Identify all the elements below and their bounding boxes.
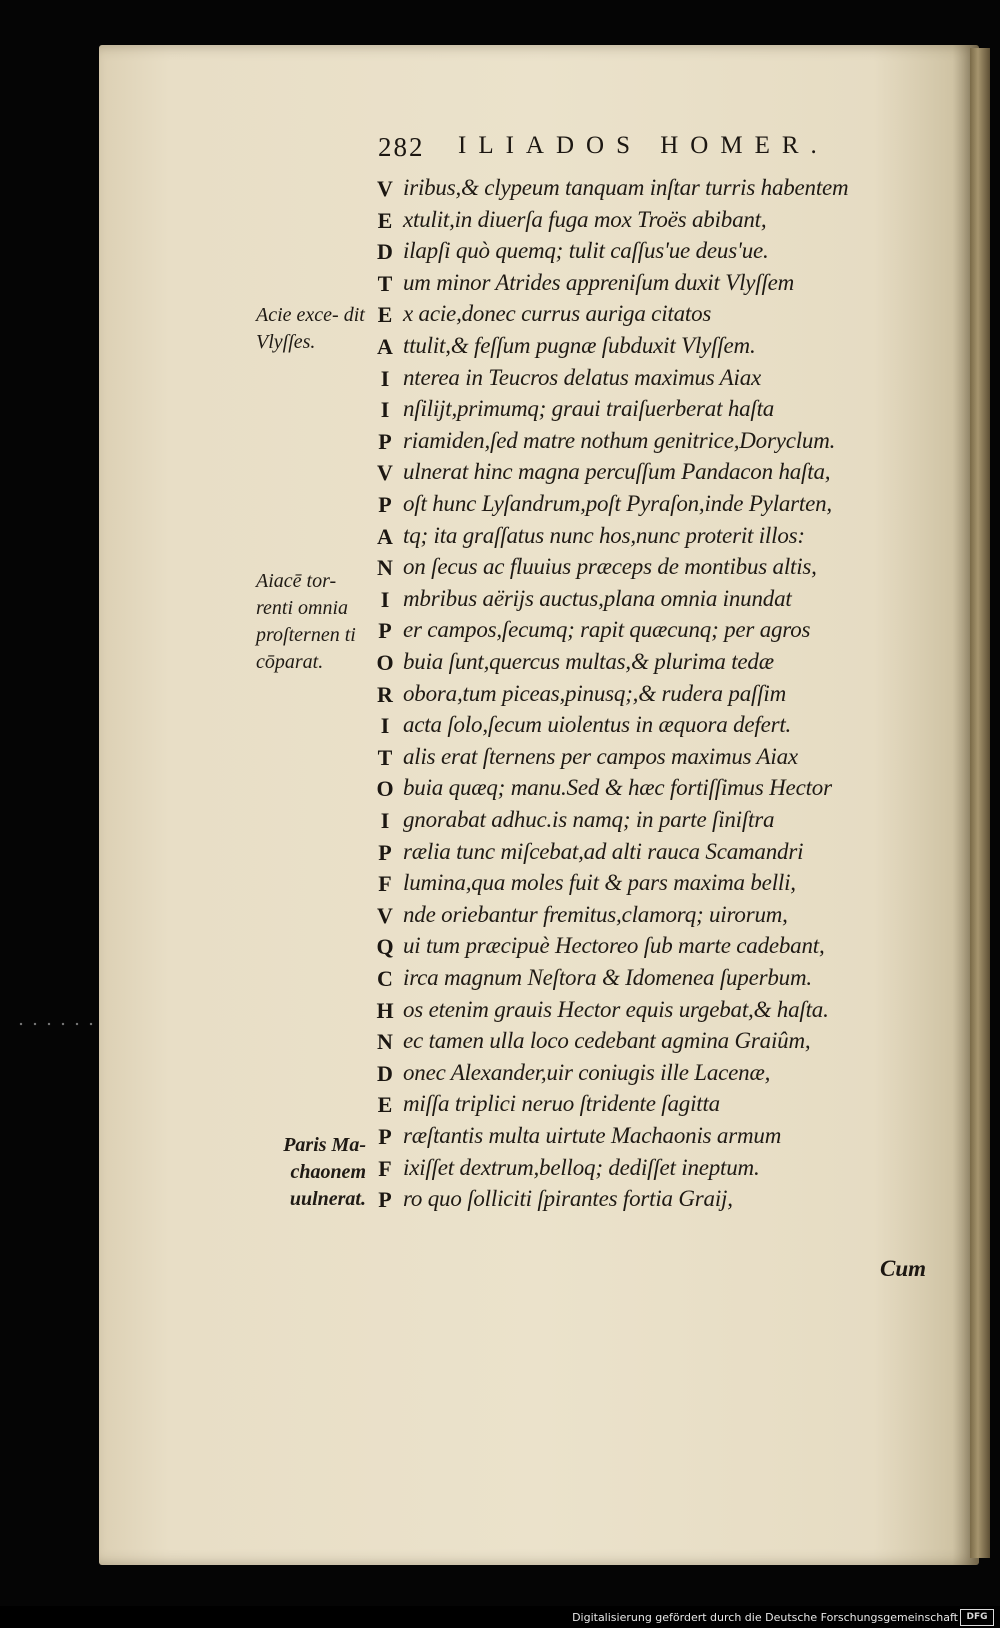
verse-line xyxy=(373,1092,893,1124)
verse-text: onec Alexander,uir coniugis ille Lacenæ, xyxy=(403,1059,771,1085)
acrostic-initial: A xyxy=(377,523,393,549)
verse-line xyxy=(373,429,893,461)
verse-line xyxy=(373,555,893,587)
page-header xyxy=(378,130,878,170)
verse-text: gnorabat adhuc.is namq; in parte ſiniſtra xyxy=(403,807,775,832)
folio-number: 282 xyxy=(378,132,425,162)
acrostic-initial: I xyxy=(380,365,390,391)
verse-line xyxy=(373,998,893,1030)
verse-text: obora,tum piceas,pinusq;,& rudera paſſim xyxy=(403,680,786,706)
acrostic-initial: E xyxy=(377,207,393,233)
verse-line xyxy=(373,208,893,240)
verse-text: iribus,& clypeum tanquam inſtar turris habentem xyxy=(403,175,849,200)
acrostic-initial: P xyxy=(378,618,392,644)
acrostic-initial: V xyxy=(377,176,393,201)
verse-line xyxy=(373,745,893,777)
verse-line xyxy=(373,302,893,334)
acrostic-initial: T xyxy=(377,744,393,770)
verse-line xyxy=(373,903,893,935)
acrostic-initial: E xyxy=(377,1092,393,1118)
verse-line xyxy=(373,650,893,682)
verse-line xyxy=(373,271,893,303)
acrostic-initial: P xyxy=(378,428,392,454)
verse-text: ulnerat hinc magna percuſſum Pandacon haſta, xyxy=(403,459,831,485)
verse-text: alis erat ſternens per campos maximus Aiax xyxy=(403,743,798,769)
acrostic-initial: I xyxy=(380,713,390,739)
verse-line xyxy=(373,776,893,808)
acrostic-initial: P xyxy=(378,839,392,865)
verse-text: nſilijt,primumq; graui traiſuerberat haſta xyxy=(403,396,775,422)
verse-line xyxy=(373,871,893,903)
verse-text: er campos,ſecumq; rapit quæcunq; per agros xyxy=(403,617,811,643)
verse-line xyxy=(373,587,893,619)
verse-line xyxy=(373,808,893,840)
verse-text: ui tum præcipuè Hectoreo ſub marte cadebant, xyxy=(403,933,825,959)
acrostic-initial: N xyxy=(377,1029,393,1055)
verse-text: nterea in Teucros delatus maximus Aiax xyxy=(403,364,762,390)
running-title: ILIADOS HOMER. xyxy=(458,132,829,159)
verse-text: rælia tunc miſcebat,ad alti rauca Scamandri xyxy=(403,838,804,864)
acrostic-initial: P xyxy=(378,492,392,517)
acrostic-initial: D xyxy=(377,239,393,265)
acrostic-initial: F xyxy=(378,1155,392,1181)
acrostic-initial: V xyxy=(377,902,393,928)
verse-text: ec tamen ulla loco cedebant agmina Graiûm, xyxy=(403,1028,811,1054)
verse-line xyxy=(373,1156,893,1188)
verse-text: ilapſi quò quemq; tulit caſſus'ue deus'ue. xyxy=(403,238,769,264)
verse-text: nde oriebantur fremitus,clamorq; uirorum, xyxy=(403,901,788,927)
verse-line xyxy=(373,934,893,966)
verse-text: tq; ita graſſatus nunc hos,nunc proterit illos: xyxy=(403,522,805,548)
verse-line xyxy=(373,1187,893,1219)
verse-line xyxy=(373,618,893,650)
verse-text: lumina,qua moles fuit & pars maxima belli, xyxy=(403,870,796,896)
verse-line xyxy=(373,682,893,714)
verse-text: xtulit,in diuerſa fuga mox Troës abibant, xyxy=(403,206,767,232)
verse-line xyxy=(373,460,893,492)
verse-text: ræſtantis multa uirtute Machaonis armum xyxy=(403,1123,782,1148)
verse-line xyxy=(373,176,893,208)
dfg-logo: DFG xyxy=(960,1609,994,1626)
verse-line xyxy=(373,1061,893,1093)
acrostic-initial: C xyxy=(377,966,393,991)
catchword: Cum xyxy=(880,1256,927,1281)
acrostic-initial: F xyxy=(378,871,392,897)
acrostic-initial: H xyxy=(376,997,394,1023)
margin-note-2: Aiacē tor- renti omnia proſternen ti cōparat. xyxy=(256,570,356,673)
verse-text: miſſa triplici neruo ſtridente ſagitta xyxy=(403,1091,720,1117)
acrostic-initial: D xyxy=(377,1060,393,1086)
scan-artifact-dots xyxy=(14,1022,98,1026)
verse-text: riamiden,ſed matre nothum genitrice,Doryclum. xyxy=(403,427,836,453)
acrostic-initial: P xyxy=(378,1124,392,1149)
verse-line xyxy=(373,366,893,398)
verse-text: os etenim grauis Hector equis urgebat,& haſta. xyxy=(403,996,829,1022)
verse-text: buia quæq; manu.Sed & hæc fortiſſimus Hector xyxy=(403,775,832,801)
acrostic-initial: R xyxy=(377,681,393,707)
acrostic-initial: I xyxy=(380,397,390,423)
verse-line xyxy=(373,334,893,366)
verse-text: on ſecus ac fluuius præceps de montibus altis, xyxy=(403,554,817,580)
acrostic-initial: T xyxy=(377,270,393,296)
verse-text: um minor Atrides appreniſum duxit Vlyſſem xyxy=(403,269,795,295)
verse-text: oſt hunc Lyſandrum,poſt Pyraſon,inde Pylarten, xyxy=(403,491,832,516)
acrostic-initial: I xyxy=(380,808,390,833)
verse-text: mbribus aërijs auctus,plana omnia inundat xyxy=(403,585,792,611)
verse-text: ttulit,& feſſum pugnæ ſubduxit Vlyſſem. xyxy=(403,333,756,358)
verse-line xyxy=(373,840,893,872)
verse-text: x acie,donec currus auriga citatos xyxy=(403,301,712,327)
acrostic-initial: O xyxy=(376,650,394,675)
verse-line xyxy=(373,492,893,524)
verse-line xyxy=(373,397,893,429)
verse-line xyxy=(373,1029,893,1061)
verse-text: acta ſolo,ſecum uiolentus in æquora defert. xyxy=(403,712,792,738)
margin-note-1: Acie exce- dit Vlyſſes. xyxy=(256,304,365,353)
verse-text: buia ſunt,quercus multas,& plurima tedæ xyxy=(403,649,774,674)
acrostic-initial: P xyxy=(378,1187,392,1213)
acrostic-initial: O xyxy=(376,776,394,802)
verse-line xyxy=(373,524,893,556)
acrostic-initial: Q xyxy=(376,934,394,960)
acrostic-initial: N xyxy=(377,555,393,581)
verse-line xyxy=(373,966,893,998)
acrostic-initial: A xyxy=(377,334,393,359)
verse-text: irca magnum Neſtora & Idomenea ſuperbum. xyxy=(403,965,812,990)
page-edge xyxy=(970,48,990,1558)
verse-line xyxy=(373,713,893,745)
footer-credit: Digitalisierung gefördert durch die Deutsche Forschungsgemeinschaft xyxy=(572,1611,958,1624)
acrostic-initial: I xyxy=(380,586,390,612)
verse-line xyxy=(373,1124,893,1156)
acrostic-initial: V xyxy=(377,460,393,486)
verse-text: ro quo ſolliciti ſpirantes fortia Graij, xyxy=(403,1186,733,1212)
verse-text: ixiſſet dextrum,belloq; dediſſet ineptum. xyxy=(403,1154,760,1180)
acrostic-initial: E xyxy=(377,302,393,328)
verse-line xyxy=(373,239,893,271)
margin-note-3: Paris Ma- chaonem uulnerat. xyxy=(283,1134,366,1210)
